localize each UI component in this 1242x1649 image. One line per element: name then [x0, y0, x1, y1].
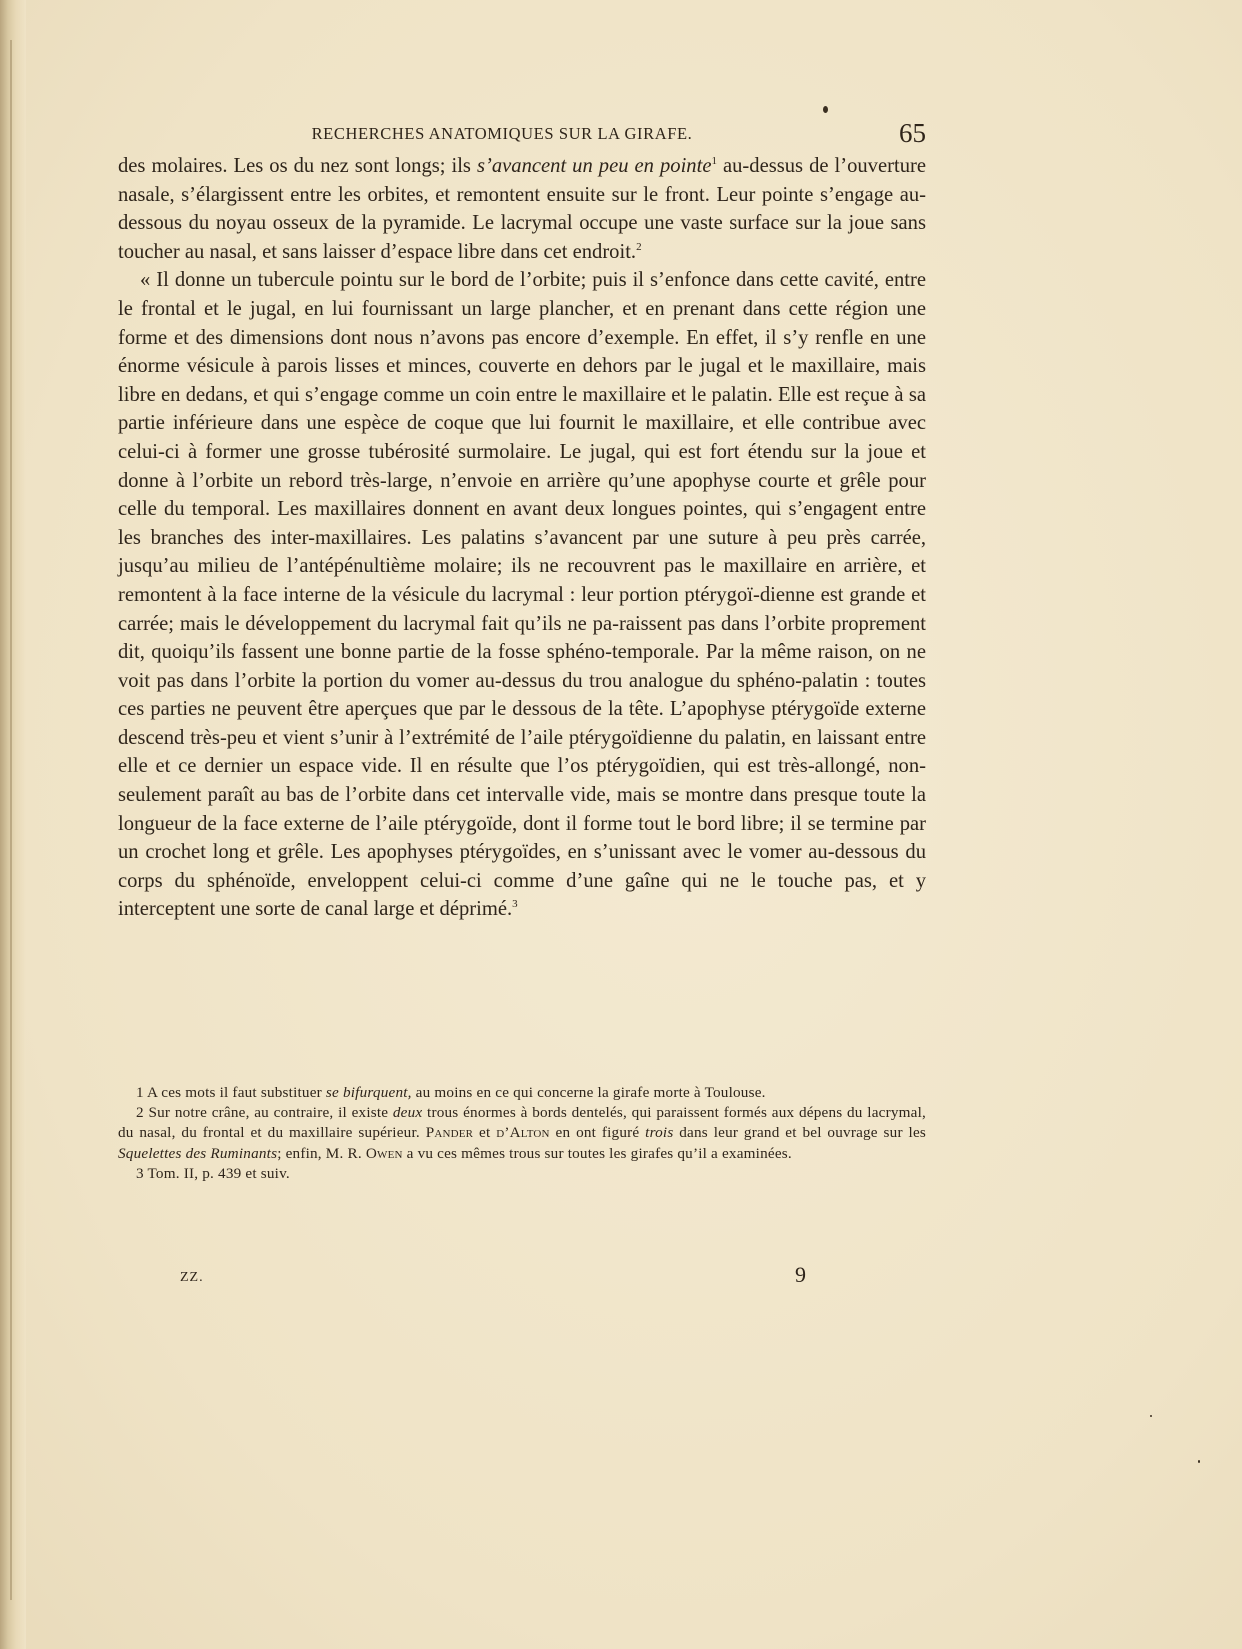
body-text: [118, 152, 926, 924]
page-number: 65: [899, 118, 926, 148]
footnote-ref-2: 2: [636, 240, 642, 253]
fn2-name-owen: Owen: [365, 1144, 403, 1162]
ink-speck: [823, 106, 828, 113]
fn2-text-b: trous énormes à bords dentelés, qui paraissent formés aux dépens du lacrymal, du nasal, du frontal et du maxillaire supérieur.: [118, 1104, 926, 1142]
fn2-text-f: ; enfin, M. R.: [277, 1144, 366, 1162]
fn1-text-b: au moins en ce qui concerne la girafe morte à Toulouse.: [411, 1084, 766, 1101]
footnote-ref-1: 1: [711, 155, 717, 168]
sheet-number: 9: [795, 1262, 806, 1287]
fn2-text-c: et: [473, 1124, 497, 1142]
p2-text: « Il donne un tubercule pointu sur le bord de l’orbite; puis il s’enfonce dans cette cavité, entre le frontal et le jugal, en lui fournissant un large plancher, et en prenant dans cette région une forme et des dimensions dont nous n’avons pas encore d’exemple. En effet, il s’y renfle en une énorme vésicule à parois lisses et minces, couverte en dehors par le jugal et le maxillaire, mais libre en dedans, et qui s’engage comme un coin entre le maxillaire et le palatin. Elle est reçue à sa partie inférieure dans une espèce de coque que lui fournit le maxillaire, et elle contribue avec celui-ci à former une grosse tubérosité surmolaire. Le jugal, qui est fort étendu sur la joue et donne à l’orbite un rebord très-large, n’envoie en arrière qu’une apophyse courte et grêle pour celle du temporal. Les maxillaires donnent en avant deux longues pointes, qui s’engagent entre les branches des inter-maxillaires. Les palatins s’avancent par une suture à peu près carrée, jusqu’au milieu de l’antépénultième molaire; ils ne recouvrent pas le maxillaire en arrière, et remontent à la face interne de la vésicule du lacrymal : leur portion ptérygoï-dienne est grande et carrée; mais le développement du lacrymal fait qu’ils ne pa-raissent pas dans l’orbite proprement dit, quoiqu’ils fassent une bonne partie de la fosse sphéno-temporale. Par la même raison, on ne voit pas dans l’orbite la portion du vomer au-dessus du trou analogue du sphéno-palatin : toutes ces parties ne peuvent être aperçues que par le dessous de la tête. L’apophyse ptérygoïde externe descend très-peu et vient s’unir à l’extrémité de l’aile ptérygoïdienne du palatin, en laissant entre elle et ce dernier un espace vide. Il en résulte que l’os ptérygoïdien, qui est très-allongé, non-seulement paraît au bas de l’orbite dans cet intervalle vide, mais se montre dans presque toute la longueur de la face externe de l’aile ptérygoïde, dont il forme tout le bord libre; il se termine par un crochet long et grêle. Les apophyses ptérygoïdes, en s’unissant avec le vomer au-dessous du corps du sphénoïde, enveloppent celui-ci comme d’une gaîne qui ne le touche pas, et y interceptent une sorte de canal large et déprimé.: [118, 269, 926, 921]
fn2-name-pander: Pander: [425, 1124, 474, 1142]
fn2-name-dalton: d’Alton: [496, 1124, 550, 1142]
footnote-ref-3: 3: [512, 898, 518, 911]
p1-text-b: au-dessus de l’ouverture nasale, s’élargissent entre les orbites, et remontent ensuite sur le front. Leur pointe s’engage au-dessous du noyau osseux de la pyramide. Le lacrymal occupe une vaste surface sur la joue sans toucher au nasal, et sans laisser d’espace libre dans cet endroit.: [118, 155, 926, 263]
book-spine-shadow: [0, 0, 26, 1649]
footnote-1: [118, 1083, 926, 1103]
footnote-2: [118, 1103, 926, 1164]
footnotes: [118, 1083, 926, 1184]
paragraph-2: [118, 266, 926, 924]
ink-speck: [1150, 1415, 1152, 1417]
fn2-italic-trois: trois: [645, 1124, 674, 1142]
fn1-text-a: 1 A ces mots il faut substituer: [136, 1084, 326, 1101]
p1-text-a: des molaires. Les os du nez sont longs; ils: [118, 155, 477, 177]
spine-line: [10, 40, 12, 1600]
running-head: [118, 120, 926, 150]
fn2-text-a: 2 Sur notre crâne, au contraire, il existe: [136, 1104, 393, 1122]
running-title: RECHERCHES ANATOMIQUES SUR LA GIRAFE.: [311, 124, 693, 143]
paragraph-1: [118, 152, 926, 266]
ink-speck: [1198, 1460, 1200, 1463]
fn2-text-e: dans leur grand et bel ouvrage sur les: [673, 1124, 926, 1142]
p1-italic: s’avancent un peu en pointe: [476, 155, 712, 177]
fn2-italic-title: Squelettes des Ruminants: [118, 1144, 278, 1162]
fn2-italic-deux: deux: [392, 1104, 423, 1122]
fn2-text-g: a vu ces mêmes trous sur toutes les girafes qu’il a examinées.: [402, 1144, 792, 1162]
fn1-italic: se bifurquent,: [325, 1084, 412, 1101]
signature-mark: ZZ.: [180, 1270, 204, 1285]
fn2-text-d: en ont figuré: [549, 1124, 646, 1142]
footnote-3: 3 Tom. II, p. 439 et suiv.: [136, 1164, 290, 1182]
